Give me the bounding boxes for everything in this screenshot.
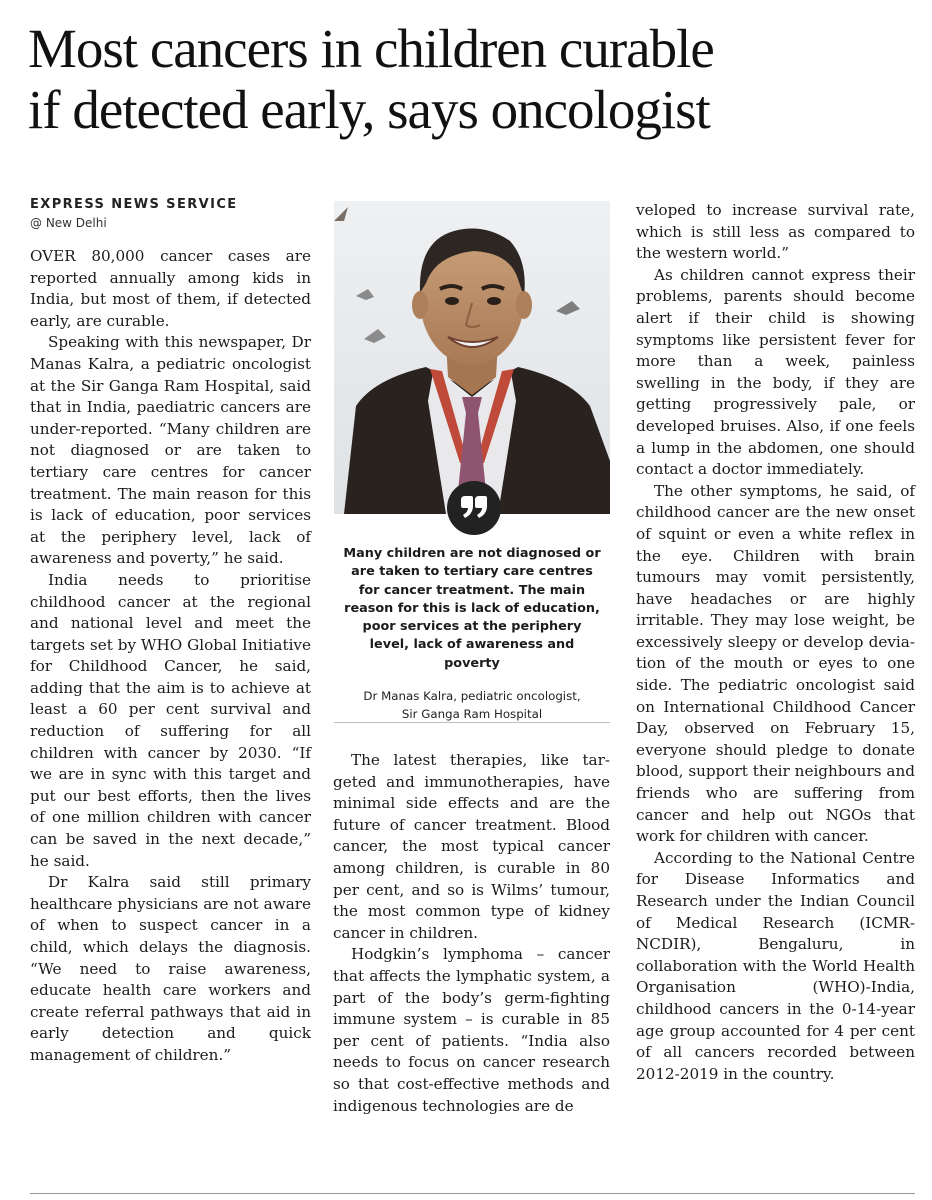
article-column-2 — [333, 750, 610, 1117]
portrait-photo — [334, 201, 610, 514]
article-column-1 — [30, 196, 311, 1067]
pull-quote-attribution — [334, 687, 610, 723]
dateline: @ New Delhi — [30, 216, 107, 230]
paragraph: veloped to increase survival rate, which is still less as compared to the western world.” — [636, 201, 915, 263]
paragraph: According to the National Centre for Disease Informatics and Research under the Indian Council of Medical Research (ICMR-NCDIR), Bengaluru, in collaboration with the World Health Organisation (WHO)-India, childhood cancers in the 0-14-year age group accounted for 4 per cent of all cancers recorded between 2012-2019 in the country. — [636, 848, 915, 1083]
paragraph: The other symptoms, he said, of childhood cancer are the new onset of squint or even a white reflex in the eye. Children with brain tumours may vomit persistently, have headaches or are highly irritable. They may lose weight, be excessively sleepy or develop deviation of the mouth or eyes to one side. The pediatric oncologist said on International Childhood Cancer Day, observed on February 15, everyone should pledge to donate blood, support their neighbours and friends who are suffering from cancer and help out NGOs that work for children with cancer. — [636, 481, 915, 846]
bottom-divider — [30, 1193, 915, 1194]
paragraph: The latest therapies, like targeted and immunotherapies, have minimal side effects and are the future of cancer treatment. Blood cancer, the most typical cancer among children, is curable in 80 per cent, and so is Wilms’ tumour, the most common type of kidney cancer in children. — [333, 751, 610, 942]
headline-line-1: Most cancers in children curable — [28, 18, 714, 79]
quote-icon — [447, 481, 501, 535]
portrait-illustration — [334, 201, 610, 514]
quote-glyph — [459, 496, 489, 520]
article-column-3 — [636, 200, 915, 1085]
paragraph: Hodgkin’s lymphoma – cancer that affects the lymphatic system, a part of the body’s germ-fighting immune system – is curable in 85 per cent of patients. “India also needs to focus on cancer research so that cost-effective methods and indigenous technologies are de — [333, 945, 610, 1115]
paragraph: OVER 80,000 cancer cases are reported annually among kids in India, but most of them, if detected early, are curable. — [30, 247, 311, 330]
attribution-line-1: Dr Manas Kalra, pediatric oncologist, — [363, 689, 581, 704]
paragraph: Dr Kalra said still primary healthcare physicians are not aware of when to suspect cancer in a child, which delays the diagnosis. “We need to raise awareness, educate health care workers and create referral pathways that aid in early detection and quick management of children.” — [30, 873, 311, 1064]
pull-quote — [334, 545, 610, 723]
paragraph: As children cannot express their problems, parents should become alert if their child is showing symptoms like persistent fever for more than a week, painless swelling in the body, if they are getting progressively pale, or developed bruises. Also, if one feels a lump in the abdomen, one should contact a doctor immediately. — [636, 265, 915, 479]
paragraph: India needs to prioritise childhood cancer at the regional and national level and meet the targets set by WHO Global Initiative for Childhood Cancer, he said, adding that the aim is to achieve at least a 60 per cent survival and reduction of suffering for all children with cancer by 2030. “If we are in sync with this target and put our best efforts, then the lives of one million children with cancer can be saved in the next decade,” he said. — [30, 570, 311, 870]
pull-quote-divider — [334, 722, 610, 723]
headline-line-2: if detected early, says oncologist — [28, 79, 710, 140]
headline — [28, 18, 918, 140]
paragraph: Speaking with this newspaper, Dr Manas Kalra, a pediatric oncologist at the Sir Ganga Ram Hospital, said that in India, paediatric cancers are under-reported. “Many children are not diagnosed or are taken to tertiary care centres for cancer treatment. The main reason for this is lack of education, poor services at the periphery level, lack of awareness and poverty,” he said. — [30, 333, 311, 568]
attribution-line-2: Sir Ganga Ram Hospital — [401, 707, 543, 722]
pull-quote-text: Many children are not diagnosed or are taken to tertiary care centres for cancer treatment. The main reason for this is lack of education, poor services at the periphery level, lack of awareness and poverty — [343, 546, 601, 671]
byline: EXPRESS NEWS SERVICE — [30, 197, 238, 212]
